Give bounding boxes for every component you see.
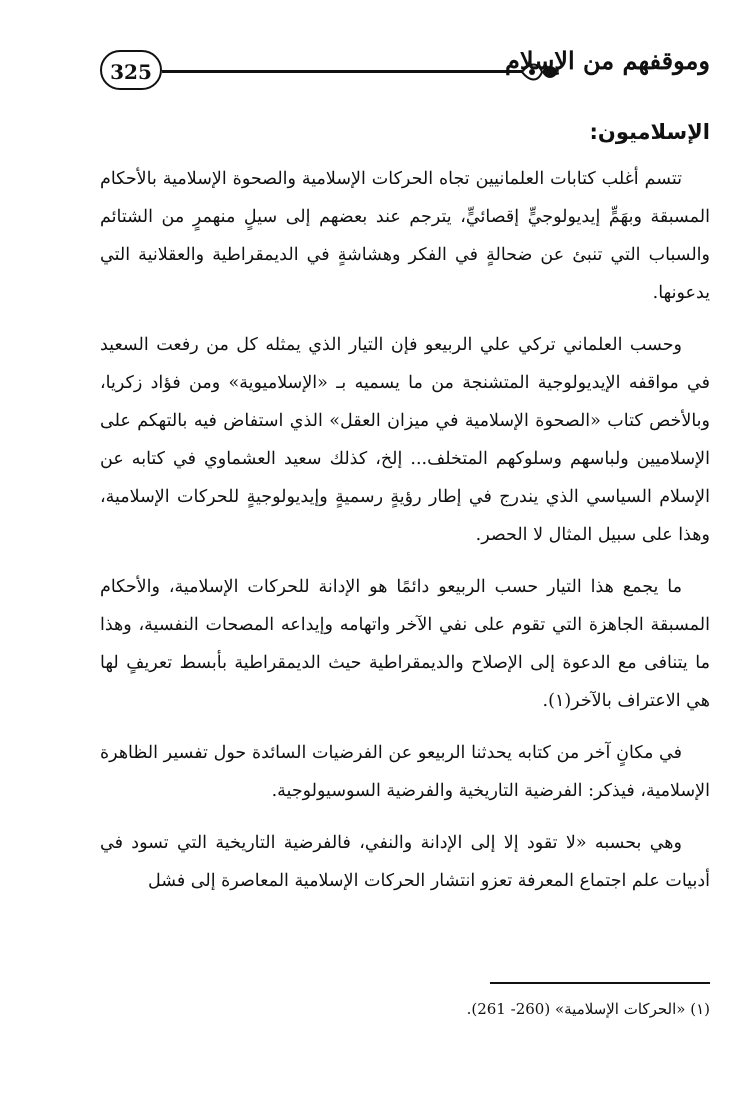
- paragraph: في مكانٍ آخر من كتابه يحدثنا الربيعو عن الفرضيات السائدة حول تفسير الظاهرة الإسلامية، فيذكر: الفرضية التاريخية والفرضية السوسيولوجية.: [100, 743, 710, 801]
- paragraph: تتسم أغلب كتابات العلمانيين تجاه الحركات الإسلامية والصحوة الإسلامية بالأحكام المسبقة وبهَمٍّ إيديولوجيٍّ إقصائيٍّ، يترجم عند بعضهم إلى سيلٍ منهمرٍ من الشتائم والسباب التي تنبئ عن ضحالةٍ في الفكر وهشاشةٍ في الديمقراطية والعقلانية التي يدعونها.: [100, 169, 710, 303]
- page-header: [100, 44, 710, 100]
- paragraph: وهي بحسبه «لا تقود إلا إلى الإدانة والنفي، فالفرضية التاريخية التي تسود في أدبيات علم اجتماع المعرفة تعزو انتشار الحركات الإسلامية المعاصرة إلى فشل: [100, 833, 710, 891]
- footnote: (١) «الحركات الإسلامية» (260- 261).: [466, 1000, 710, 1018]
- running-title: وموقفهم من الإسلام: [505, 46, 710, 75]
- page-number: 325: [100, 50, 162, 90]
- paragraph: وحسب العلماني تركي علي الربيعو فإن التيار الذي يمثله كل من رفعت السعيد في مواقفه الإيديولوجية المتشنجة من ما يسميه بـ «الإسلامیوية» ومن فؤاد زكريا، وبالأخص كتاب «الصحوة الإسلامية في ميزان العقل» الذي استفاض فيه بالتهكم على الإسلاميين ولباسهم وسلوكهم المتخلف... إلخ، كذلك سعيد العشماوي في كتابه عن الإسلام السياسي الذي يندرج في إطار رؤيةٍ رسميةٍ وإيديولوجيةٍ للحركات الإسلامية، وهذا على سبيل المثال لا الحصر.: [100, 335, 710, 545]
- paragraph: ما يجمع هذا التيار حسب الربيعو دائمًا هو الإدانة للحركات الإسلامية، والأحكام المسبقة الجاهزة التي تقوم على نفي الآخر واتهامه وإيداعه المصحات النفسية، وهذا ما يتنافى مع الدعوة إلى الإصلاح والديمقراطية حيث الديمقراطية بأبسط تعريفٍ لها هي الاعتراف بالآخر(١).: [100, 577, 710, 711]
- section-heading: الإسلاميون:: [589, 120, 710, 144]
- footnote-divider: [490, 982, 710, 984]
- header-rule: [162, 70, 522, 73]
- main-content: [100, 112, 710, 914]
